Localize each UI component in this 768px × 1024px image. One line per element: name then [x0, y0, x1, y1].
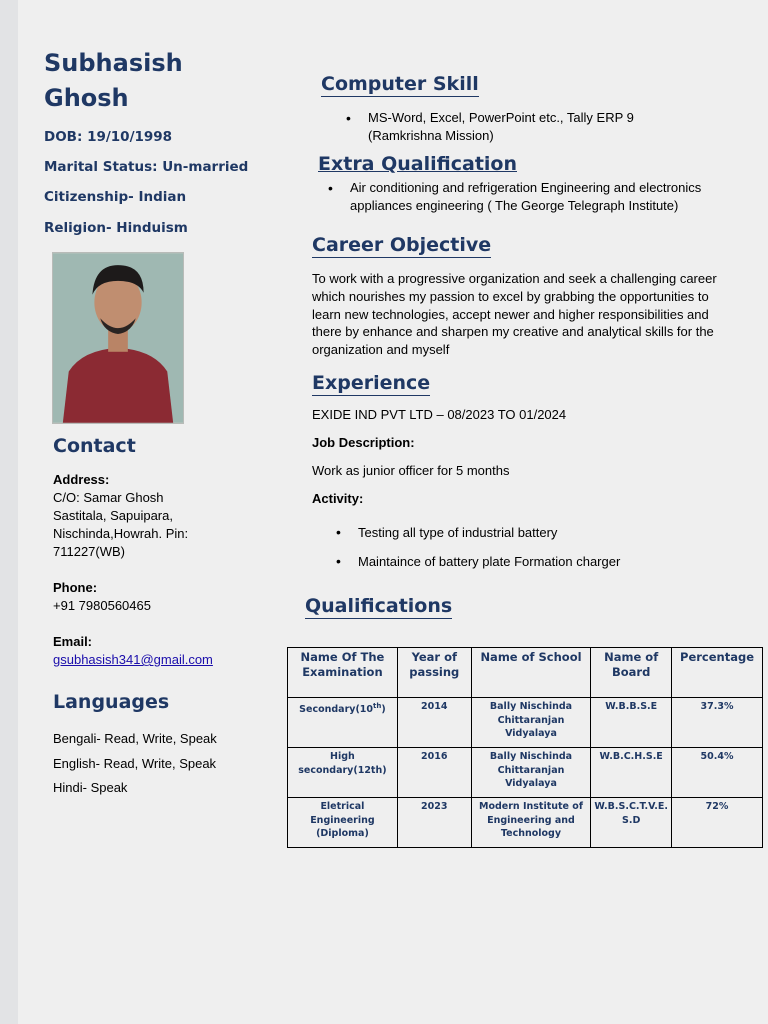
activity-item: • Maintaince of battery plate Formation charger [358, 547, 738, 576]
language-item: Bengali- Read, Write, Speak [53, 731, 217, 746]
career-objective-heading: Career Objective [312, 234, 492, 256]
exam-cell: Secondary(10th) [288, 698, 398, 748]
year-cell: 2016 [397, 748, 471, 798]
address-label: Address: [53, 472, 110, 487]
languages-list [53, 727, 217, 801]
school-cell: Modern Institute of Engineering and Technology [471, 798, 591, 848]
column-header: Name Of The Examination [288, 648, 398, 698]
career-objective-text: To work with a progressive organization and seek a challenging career which nourishes my passion to excel by grabbing the opportunities to learn new technologies, accept newer and higher responsibilities and there by enhance and sharpen my creative and analytical skills for the organization and myself [312, 271, 717, 358]
qualifications-table [287, 647, 763, 848]
language-item: English- Read, Write, Speak [53, 755, 217, 771]
extra-qualification-list [350, 179, 735, 215]
address-line: C/O: Samar Ghosh [53, 490, 164, 505]
phone-number: +91 7980560465 [53, 598, 151, 613]
column-header: Year of passing [397, 648, 471, 698]
address-line: Nischinda,Howrah. Pin: [53, 526, 189, 541]
dob: DOB: 19/10/1998 [44, 129, 173, 145]
language-item: Hindi- Speak [53, 780, 128, 795]
computer-skill-heading: Computer Skill [321, 73, 479, 95]
table-row [288, 748, 763, 798]
school-cell: Bally Nischinda Chittaranjan Vidyalaya [471, 698, 591, 748]
profile-photo [52, 252, 184, 424]
computer-skill-list [368, 109, 668, 145]
activity-label: Activity: [312, 491, 364, 506]
exam-cell: Eletrical Engineering (Diploma) [288, 798, 398, 848]
job-description-label: Job Description: [312, 435, 415, 450]
contact-heading: Contact [53, 435, 136, 457]
percentage-cell: 50.4% [672, 748, 763, 798]
computer-skill-item: • MS-Word, Excel, PowerPoint etc., Tally ERP 9 (Ramkrishna Mission) [368, 109, 668, 145]
year-cell: 2014 [397, 698, 471, 748]
exam-cell: High secondary(12th) [288, 748, 398, 798]
email-link[interactable]: gsubhasish341@gmail.com [53, 652, 213, 667]
qualifications-heading: Qualifications [305, 595, 453, 617]
extra-qualification-heading: Extra Qualification [318, 153, 517, 175]
year-cell: 2023 [397, 798, 471, 848]
column-header: Name of School [471, 648, 591, 698]
address-line: 711227(WB) [53, 544, 126, 559]
email-label: Email: [53, 634, 93, 649]
board-cell: W.B.S.C.T.V.E.S.D [591, 798, 672, 848]
column-header: Name of Board [591, 648, 672, 698]
experience-heading: Experience [312, 372, 431, 394]
percentage-cell: 72% [672, 798, 763, 848]
experience-company: EXIDE IND PVT LTD – 08/2023 TO 01/2024 [312, 407, 567, 422]
citizenship: Citizenship- Indian [44, 189, 187, 205]
board-cell: W.B.C.H.S.E [591, 748, 672, 798]
activity-item: • Testing all type of industrial battery [358, 518, 738, 547]
candidate-name [44, 46, 183, 116]
name-first: Subhasish [44, 49, 183, 77]
job-description-text: Work as junior officer for 5 months [312, 463, 510, 478]
percentage-cell: 37.3% [672, 698, 763, 748]
marital-status: Marital Status: Un-married [44, 159, 249, 175]
table-header-row [288, 648, 763, 698]
contact-block [53, 471, 243, 669]
column-header: Percentage [672, 648, 763, 698]
activity-list [358, 518, 738, 576]
board-cell: W.B.B.S.E [591, 698, 672, 748]
extra-qualification-item: • Air conditioning and refrigeration Engineering and electronics appliances engineering ( The George Telegraph Institute) [350, 179, 735, 215]
table-row [288, 798, 763, 848]
religion: Religion- Hinduism [44, 220, 188, 236]
address-line: Sastitala, Sapuipara, [53, 508, 173, 523]
table-row [288, 698, 763, 748]
person-photo-icon [53, 252, 183, 424]
name-last: Ghosh [44, 84, 129, 112]
school-cell: Bally Nischinda Chittaranjan Vidyalaya [471, 748, 591, 798]
languages-heading: Languages [53, 691, 170, 713]
phone-label: Phone: [53, 580, 98, 595]
